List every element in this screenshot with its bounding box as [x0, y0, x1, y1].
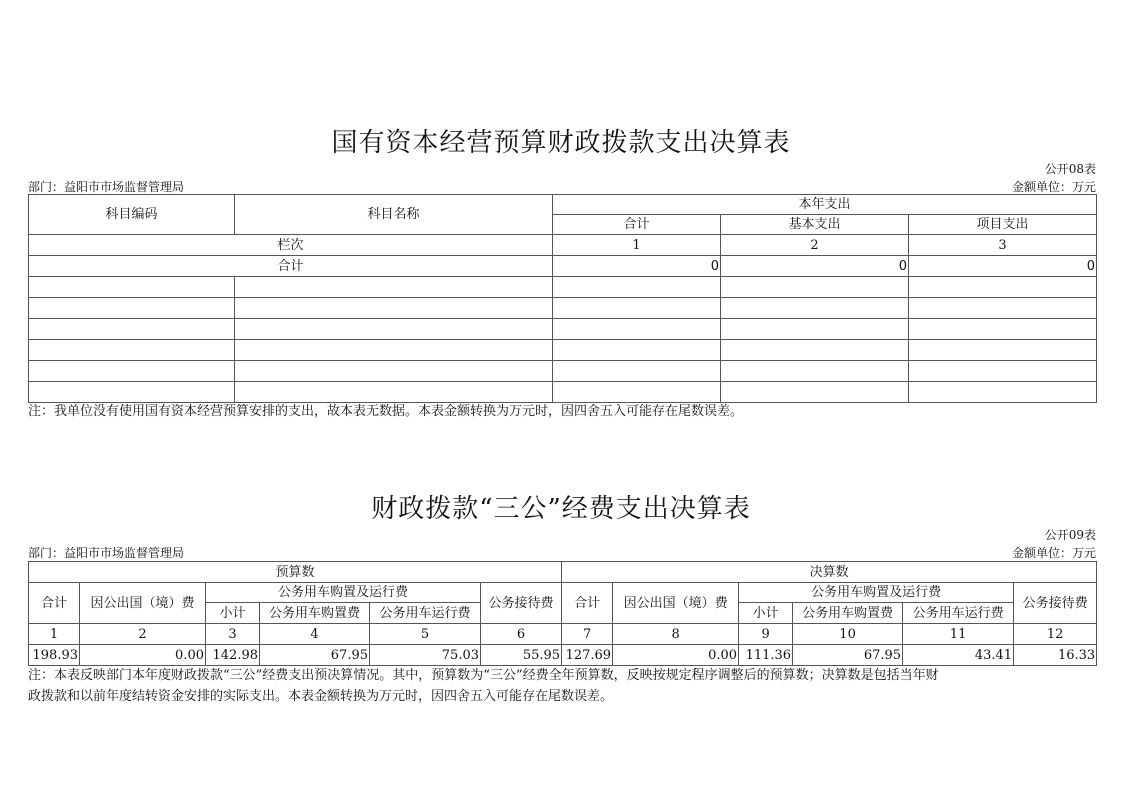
- column-num: 1: [29, 624, 80, 645]
- table1-code: 公开08表: [1044, 162, 1096, 176]
- table1-grid: [28, 194, 1097, 403]
- header-total: 合计: [29, 583, 80, 624]
- header-operation: 公务用车运行费: [903, 603, 1014, 624]
- value-cell: 111.36: [739, 645, 793, 666]
- column-num: 2: [80, 624, 206, 645]
- value-cell: 16.33: [1014, 645, 1097, 666]
- table1-unit: 金额单位：万元: [1011, 180, 1096, 194]
- table1-note: 注：我单位没有使用国有资本经营预算安排的支出，故本表无数据。本表金额转换为万元时，因四舍五入可能存在尾数误差。: [28, 404, 744, 419]
- value-cell: 127.69: [562, 645, 613, 666]
- column-num: 12: [1014, 624, 1097, 645]
- table2-department: 部门：益阳市市场监督管理局: [28, 546, 185, 560]
- column-number-row: [29, 235, 1097, 256]
- header-vehicle: 公务用车购置及运行费: [206, 583, 481, 603]
- value-cell: 0.00: [613, 645, 739, 666]
- value-cell: 55.95: [481, 645, 562, 666]
- value-cell: 67.95: [260, 645, 370, 666]
- column-num: 6: [481, 624, 562, 645]
- header-total: 合计: [562, 583, 613, 624]
- column-num: 4: [260, 624, 370, 645]
- value-row: [29, 645, 1097, 666]
- total-label: 合计: [29, 256, 553, 277]
- table1-title: 国有资本经营预算财政拨款支出决算表: [331, 128, 791, 158]
- value-cell: 43.41: [903, 645, 1014, 666]
- column-num: 11: [903, 624, 1014, 645]
- header-reception: 公务接待费: [1014, 583, 1097, 624]
- column-num: 1: [553, 235, 721, 256]
- empty-row: [29, 340, 1097, 361]
- column-num: 7: [562, 624, 613, 645]
- empty-row: [29, 298, 1097, 319]
- table2-note-line2: 政拨款和以前年度结转资金安排的实际支出。本表金额转换为万元时，因四舍五入可能存在尾数误差。: [28, 689, 614, 704]
- table2-grid: [28, 561, 1097, 666]
- header-group-expense: 本年支出: [553, 195, 1097, 215]
- table2-title: 财政拨款“三公”经费支出决算表: [371, 494, 751, 524]
- value-cell: 67.95: [793, 645, 903, 666]
- value-cell: 75.03: [370, 645, 481, 666]
- value-cell: 0.00: [80, 645, 206, 666]
- table2-code: 公开09表: [1044, 528, 1096, 542]
- header-project: 项目支出: [909, 215, 1097, 235]
- header-code: 科目编码: [29, 195, 235, 235]
- header-name: 科目名称: [235, 195, 553, 235]
- column-num: 8: [613, 624, 739, 645]
- column-num: 9: [739, 624, 793, 645]
- column-num: 5: [370, 624, 481, 645]
- header-budget: 预算数: [29, 562, 562, 583]
- total-value: 0: [909, 256, 1097, 277]
- column-num: 2: [721, 235, 909, 256]
- empty-row: [29, 319, 1097, 340]
- header-reception: 公务接待费: [481, 583, 562, 624]
- header-final: 决算数: [562, 562, 1097, 583]
- column-num: 3: [909, 235, 1097, 256]
- header-vehicle: 公务用车购置及运行费: [739, 583, 1014, 603]
- value-cell: 142.98: [206, 645, 260, 666]
- column-num: 10: [793, 624, 903, 645]
- value-cell: 198.93: [29, 645, 80, 666]
- empty-row: [29, 361, 1097, 382]
- header-purchase: 公务用车购置费: [260, 603, 370, 624]
- table1-department: 部门：益阳市市场监督管理局: [28, 180, 185, 194]
- header-abroad: 因公出国（境）费: [613, 583, 739, 624]
- header-subtotal: 小计: [739, 603, 793, 624]
- column-label: 栏次: [29, 235, 553, 256]
- total-value: 0: [553, 256, 721, 277]
- total-value: 0: [721, 256, 909, 277]
- header-total: 合计: [553, 215, 721, 235]
- empty-row: [29, 277, 1097, 298]
- total-row: [29, 256, 1097, 277]
- column-num: 3: [206, 624, 260, 645]
- header-purchase: 公务用车购置费: [793, 603, 903, 624]
- table2-note-line1: 注：本表反映部门本年度财政拨款“三公”经费支出预决算情况。其中，预算数为“三公”经费全年预算数，反映按规定程序调整后的预算数；决算数是包括当年财: [28, 668, 939, 683]
- column-number-row: [29, 624, 1097, 645]
- empty-row: [29, 382, 1097, 403]
- table2-unit: 金额单位：万元: [1011, 546, 1096, 560]
- header-basic: 基本支出: [721, 215, 909, 235]
- header-operation: 公务用车运行费: [370, 603, 481, 624]
- header-subtotal: 小计: [206, 603, 260, 624]
- header-abroad: 因公出国（境）费: [80, 583, 206, 624]
